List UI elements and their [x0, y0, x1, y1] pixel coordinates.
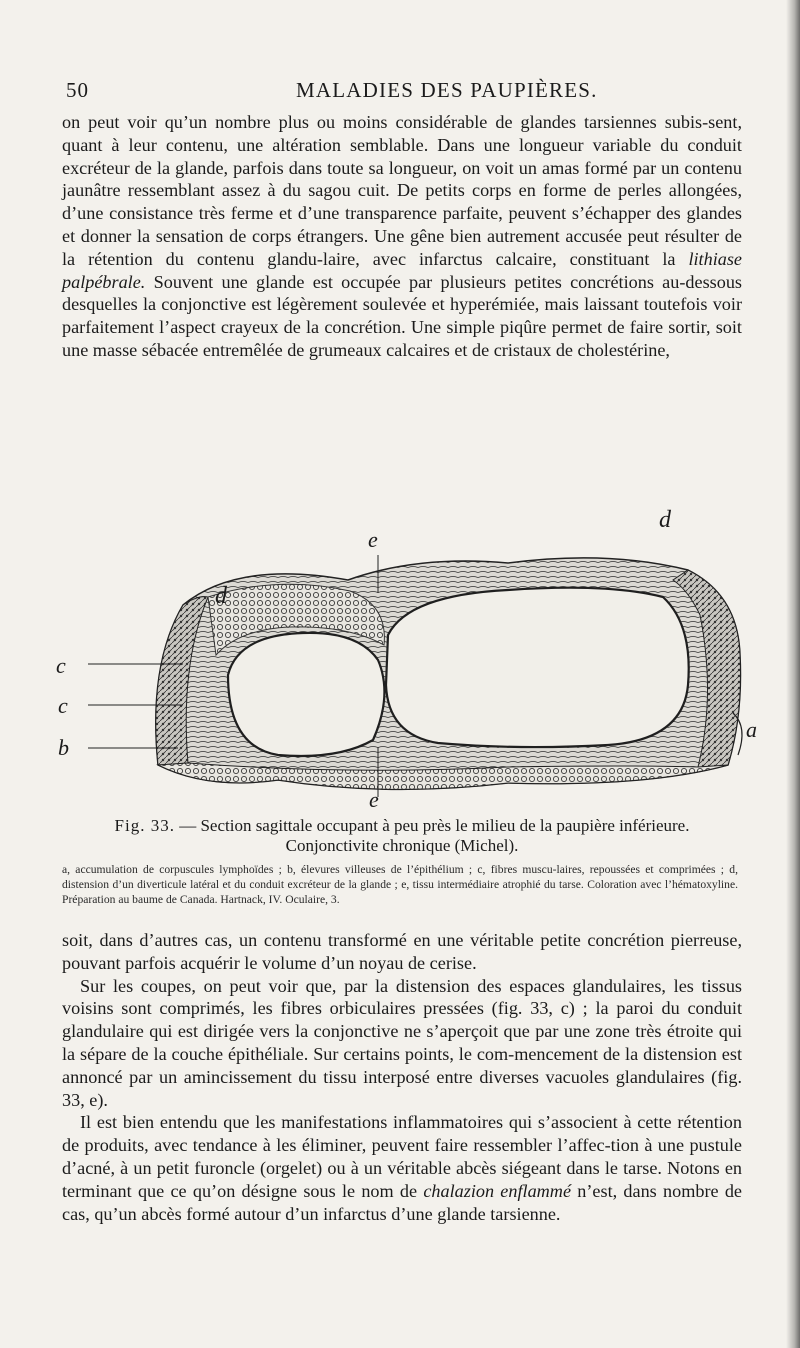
figure-number: Fig. 33. — [114, 816, 175, 835]
label-e-bottom: e — [369, 787, 379, 812]
paragraph-top — [62, 111, 742, 362]
label-d-right: d — [659, 507, 671, 533]
text-segment: Il est bien entendu que les manifestations inflammatoires qui s’associent à cette rétention de produits, avec tendance à les éliminer, peuvent faire ressembler l’affec-tion à une pustule d’acné, à un petit furoncle (orgelet) ou à un véritable abcès siégeant dans le tarse. Notons en terminant que ce qu’on désigne sous le nom de — [62, 1112, 742, 1201]
text-segment: n’est, dans nombre de cas, qu’un abcès formé autour d’un infarctus d’une glande tarsienne. — [62, 1180, 742, 1224]
page-header — [60, 78, 760, 108]
label-c-lower: c — [58, 693, 68, 718]
distended-cavity-left — [228, 633, 384, 756]
tissue-section-drawing — [88, 535, 768, 805]
figure-legend: a, accumulation de corpuscules lymphoïdes ; b, élevures villeuses de l’épithélium ; c, fibres muscu-laires, repoussées et comprimées ; d, distension d’un diverticule latéral et du conduit excréteur de la glande ; e, tissu intermédiaire atrophié du tarse. Coloration avec l’hématoxyline. Préparation au baume de Canada. Hartnack, IV. Oculaire, 3. — [62, 863, 738, 906]
caption-line-1 — [62, 816, 742, 836]
paragraph-bottom-2: Sur les coupes, on peut voir que, par la distension des espaces glandulaires, les tissus voisins sont comprimés, les fibres orbiculaires pressées (fig. 33, c) ; la paroi du conduit glandulaire qui est dirigée vers la conjonctive ne s’aperçoit que par une zone très étroite qui la sépare de la couche épithéliale. Sur certains points, le com-mencement de la distension est annoncé par un amincissement du tissu interposé entre diverses vacuoles glandulaires (fig. 33, e). — [62, 975, 742, 1110]
text-segment: on peut voir qu’un nombre plus ou moins considérable de glandes tarsiennes subis-sent, quant à leur contenu, une altération semblable. Dans une longueur variable du conduit excréteur de la glande, parfois dans toute sa longueur, on voit un amas formé par un contenu jaunâtre ressemblant assez à du sagou cuit. De petits corps en forme de perles allongées, d’une consistance très ferme et d’une transparence parfaite, peuvent s’échapper des glandes et donner la sensation de corps étrangers. Une gêne bien autrement accusée peut résulter de la rétention du contenu glandu-laire, avec infarctus calcaire, constituant la — [62, 112, 742, 269]
figure-caption — [62, 816, 742, 856]
running-title: MALADIES DES PAUPIÈRES. — [296, 78, 598, 102]
label-b: b — [58, 735, 69, 760]
paragraph-bottom-1: soit, dans d’autres cas, un contenu transformé en une véritable petite concrétion pierreuse, pouvant parfois acquérir le volume d’un noyau de cerise. — [62, 930, 742, 973]
caption-title: — Section sagittale occupant à peu près le milieu de la paupière inférieure. — [179, 816, 690, 835]
text-segment: Souvent une glande est occupée par plusieurs petites concrétions au-dessous desquelles la conjonctive est légèrement soulevée et hyperémiée, mais laissant toutefois voir parfaitement l’aspect crayeux de la concrétion. Une simple piqûre permet de faire sortir, soit une masse sébacée entremêlée de grumeaux calcaires et de cristaux de cholestérine, — [62, 271, 742, 360]
emphasis-text: chalazion enflammé — [423, 1180, 572, 1201]
label-a: a — [746, 717, 757, 742]
label-d-left: d — [215, 583, 227, 609]
paragraph-bottom-3 — [62, 1111, 742, 1225]
paragraph-top-text — [62, 111, 742, 362]
page-edge-shadow — [786, 0, 800, 1348]
paragraph-bottom — [62, 929, 742, 1225]
label-e-top: e — [368, 527, 378, 552]
figure-33-illustration — [56, 507, 768, 812]
caption-subtitle: Conjonctivite chronique (Michel). — [285, 836, 519, 855]
label-c-upper: c — [56, 653, 66, 678]
emphasis-text: lithiase palpébrale. — [62, 248, 742, 292]
distended-cavity-right — [386, 588, 689, 747]
page-number: 50 — [66, 78, 89, 102]
